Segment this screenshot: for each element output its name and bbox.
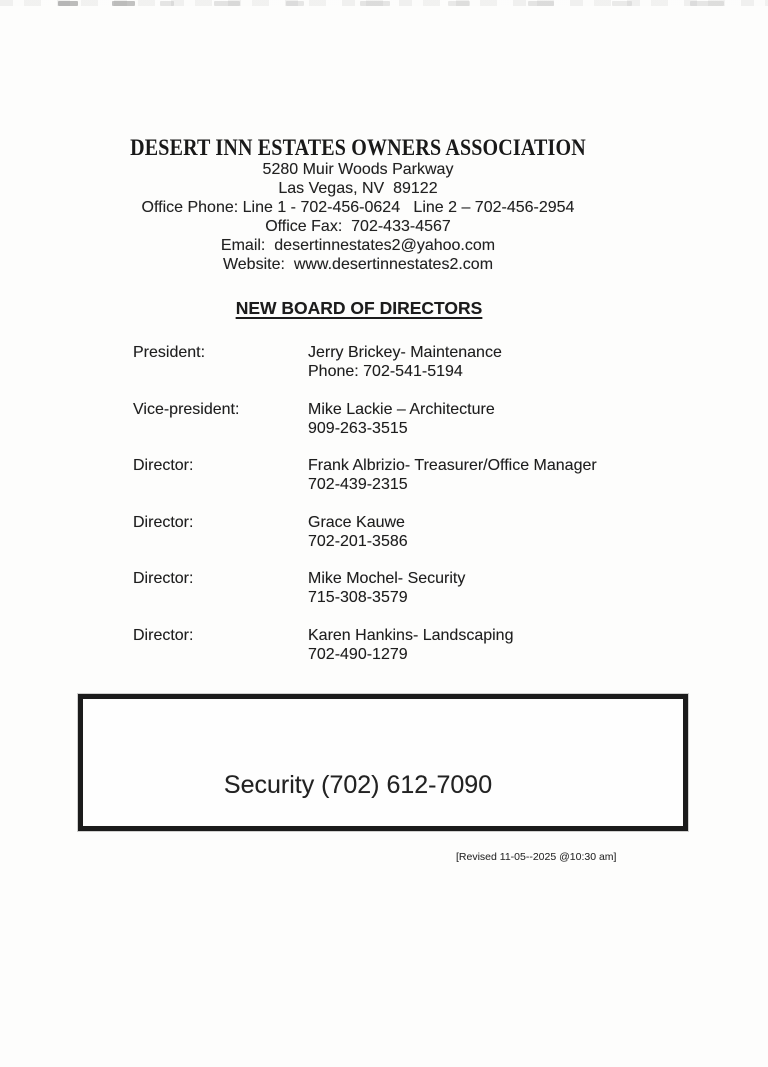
board-member-name: Mike Mochel- Security (308, 570, 466, 588)
board-row-director-4 (133, 626, 693, 664)
org-name-title: DESERT INN ESTATES OWNERS ASSOCIATION (130, 135, 586, 160)
board-member-name: Grace Kauwe (308, 513, 405, 531)
scan-mark (448, 1, 470, 6)
scan-mark (528, 1, 554, 6)
board-member-name: Mike Lackie – Architecture (308, 400, 495, 418)
board-row-director-2 (133, 513, 693, 551)
board-member-name: Jerry Brickey- Maintenance (308, 344, 502, 361)
board-row-director-1 (133, 456, 693, 494)
board-member-phone: Phone: 702-541-5194 (308, 363, 463, 380)
city-state-zip-line: Las Vegas, NV 89122 (278, 180, 438, 197)
security-phone-box (78, 694, 688, 831)
board-role-label: Director: (133, 513, 194, 531)
board-member-name: Frank Albrizio- Treasurer/Office Manager (308, 457, 597, 475)
scan-mark (214, 1, 240, 6)
board-member-phone: 715-308-3579 (308, 589, 408, 607)
office-fax-line: Office Fax: 702-433-4567 (265, 218, 451, 235)
board-row-director-3 (133, 569, 693, 607)
scan-mark (160, 1, 174, 6)
office-phone-line: Office Phone: Line 1 - 702-456-0624 Line 2 – 702-456-2954 (141, 199, 575, 216)
board-role-label: Vice-president: (133, 400, 240, 418)
security-phone-box-inner-border (80, 696, 686, 829)
board-role-label: President: (133, 344, 206, 361)
section-title-text: NEW BOARD OF DIRECTORS (235, 298, 483, 318)
scan-mark (286, 1, 304, 6)
email-line: Email: desertinnestates2@yahoo.com (220, 237, 496, 254)
scan-mark (690, 1, 724, 6)
board-member-phone: 702-439-2315 (308, 476, 408, 494)
board-role-label: Director: (133, 626, 194, 644)
address-line: 5280 Muir Woods Parkway (262, 161, 454, 178)
website-line: Website: www.desertinnestates2.com (222, 256, 494, 273)
org-contact-block (0, 160, 716, 274)
section-title-board-of-directors (0, 298, 718, 319)
board-member-phone: 909-263-3515 (308, 419, 408, 437)
board-member-phone: 702-201-3586 (308, 532, 408, 550)
scan-mark (58, 1, 78, 6)
board-of-directors-list (133, 343, 693, 683)
board-role-label: Director: (133, 570, 194, 588)
security-phone-text: Security (702) 612-7090 (223, 771, 493, 799)
board-row-vice-president (133, 400, 693, 438)
board-row-president (133, 343, 693, 381)
scan-artifact-strip (0, 0, 768, 6)
scan-mark (612, 1, 632, 6)
board-role-label: Director: (133, 457, 194, 475)
revision-note: [Revised 11-05--2025 @10:30 am] (456, 851, 617, 863)
board-member-phone: 702-490-1279 (308, 645, 408, 663)
scan-mark (360, 1, 390, 6)
board-member-name: Karen Hankins- Landscaping (308, 626, 514, 644)
scan-mark (112, 1, 135, 6)
